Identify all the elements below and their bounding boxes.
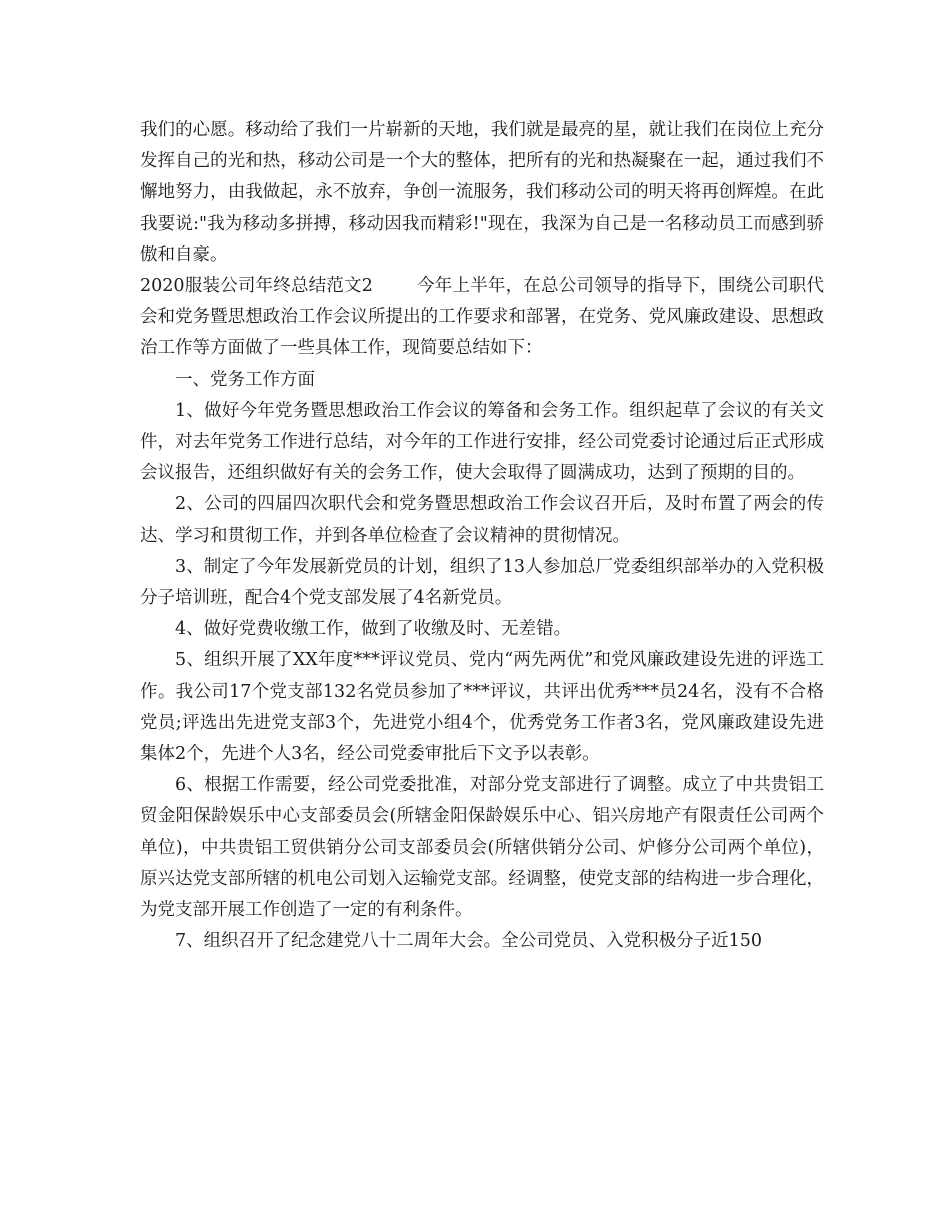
paragraph-item-5: 5、组织开展了XX年度***评议党员、党内“两先两优”和党风廉政建设先进的评选工作。我公司17个党支部132名党员参加了***评议，共评出优秀***员24名，没有不合格党员;评选出先进党支部3个，先进党小组4个，优秀党务工作者3名，党风廉政建设先进集体2个，先进个人3名，经公司党委审批后下文予以表彰。 [140, 650, 824, 765]
paragraph-item-2: 2、公司的四届四次职代会和党务暨思想政治工作会议召开后，及时布置了两会的传达、学习和贯彻工作，并到各单位检查了会议精神的贯彻情况。 [140, 494, 824, 546]
paragraph-section-heading [140, 271, 824, 365]
paragraph-item-1: 1、做好今年党务暨思想政治工作会议的筹备和会务工作。组织起草了会议的有关文件，对去年党务工作进行总结，对今年的工作进行安排，经公司党委讨论通过后正式形成会议报告，还组织做好有关的会务工作，使大会取得了圆满成功，达到了预期的目的。 [140, 400, 824, 484]
paragraph-item-3: 3、制定了今年发展新党员的计划，组织了13人参加总厂党委组织部举办的入党积极分子培训班，配合4个党支部发展了4名新党员。 [140, 556, 824, 609]
paragraph-intro-continuation: 我们的心愿。移动给了我们一片崭新的天地，我们就是最亮的星，就让我们在岗位上充分发挥自己的光和热，移动公司是一个大的整体，把所有的光和热凝聚在一起，通过我们不懈地努力，由我做起，永不放弃，争创一流服务，我们移动公司的明天将再创辉煌。在此我要说:"我为移动多拼搏，移动因我而精彩!"现在，我深为自己是一名移动员工而感到骄傲和自豪。 [140, 120, 824, 265]
heading-paragraph-text: 今年上半年，在总公司领导的指导下，围绕公司职代会和党务暨思想政治工作会议所提出的工作要求和部署，在党务、党风廉政建设、思想政治工作等方面做了一些具体工作，现简要总结如下： [140, 276, 825, 359]
paragraph-item-7: 7、组织召开了纪念建党八十二周年大会。全公司党员、入党积极分子近150 [175, 931, 763, 952]
document-page [140, 115, 824, 957]
document-heading: 2020服装公司年终总结范文2 [140, 276, 373, 297]
paragraph-item-4: 4、做好党费收缴工作，做到了收缴及时、无差错。 [175, 619, 572, 640]
paragraph-item-6: 6、根据工作需要，经公司党委批准，对部分党支部进行了调整。成立了中共贵铝工贸金阳保龄娱乐中心支部委员会(所辖金阳保龄娱乐中心、铝兴房地产有限责任公司两个单位)，中共贵铝工贸供销分公司支部委员会(所辖供销分公司、炉修分公司两个单位)，原兴达党支部所辖的机电公司划入运输党支部。经调整，使党支部的结构进一步合理化，为党支部开展工作创造了一定的有利条件。 [140, 775, 824, 921]
section-title-party-work: 一、党务工作方面 [175, 369, 315, 390]
